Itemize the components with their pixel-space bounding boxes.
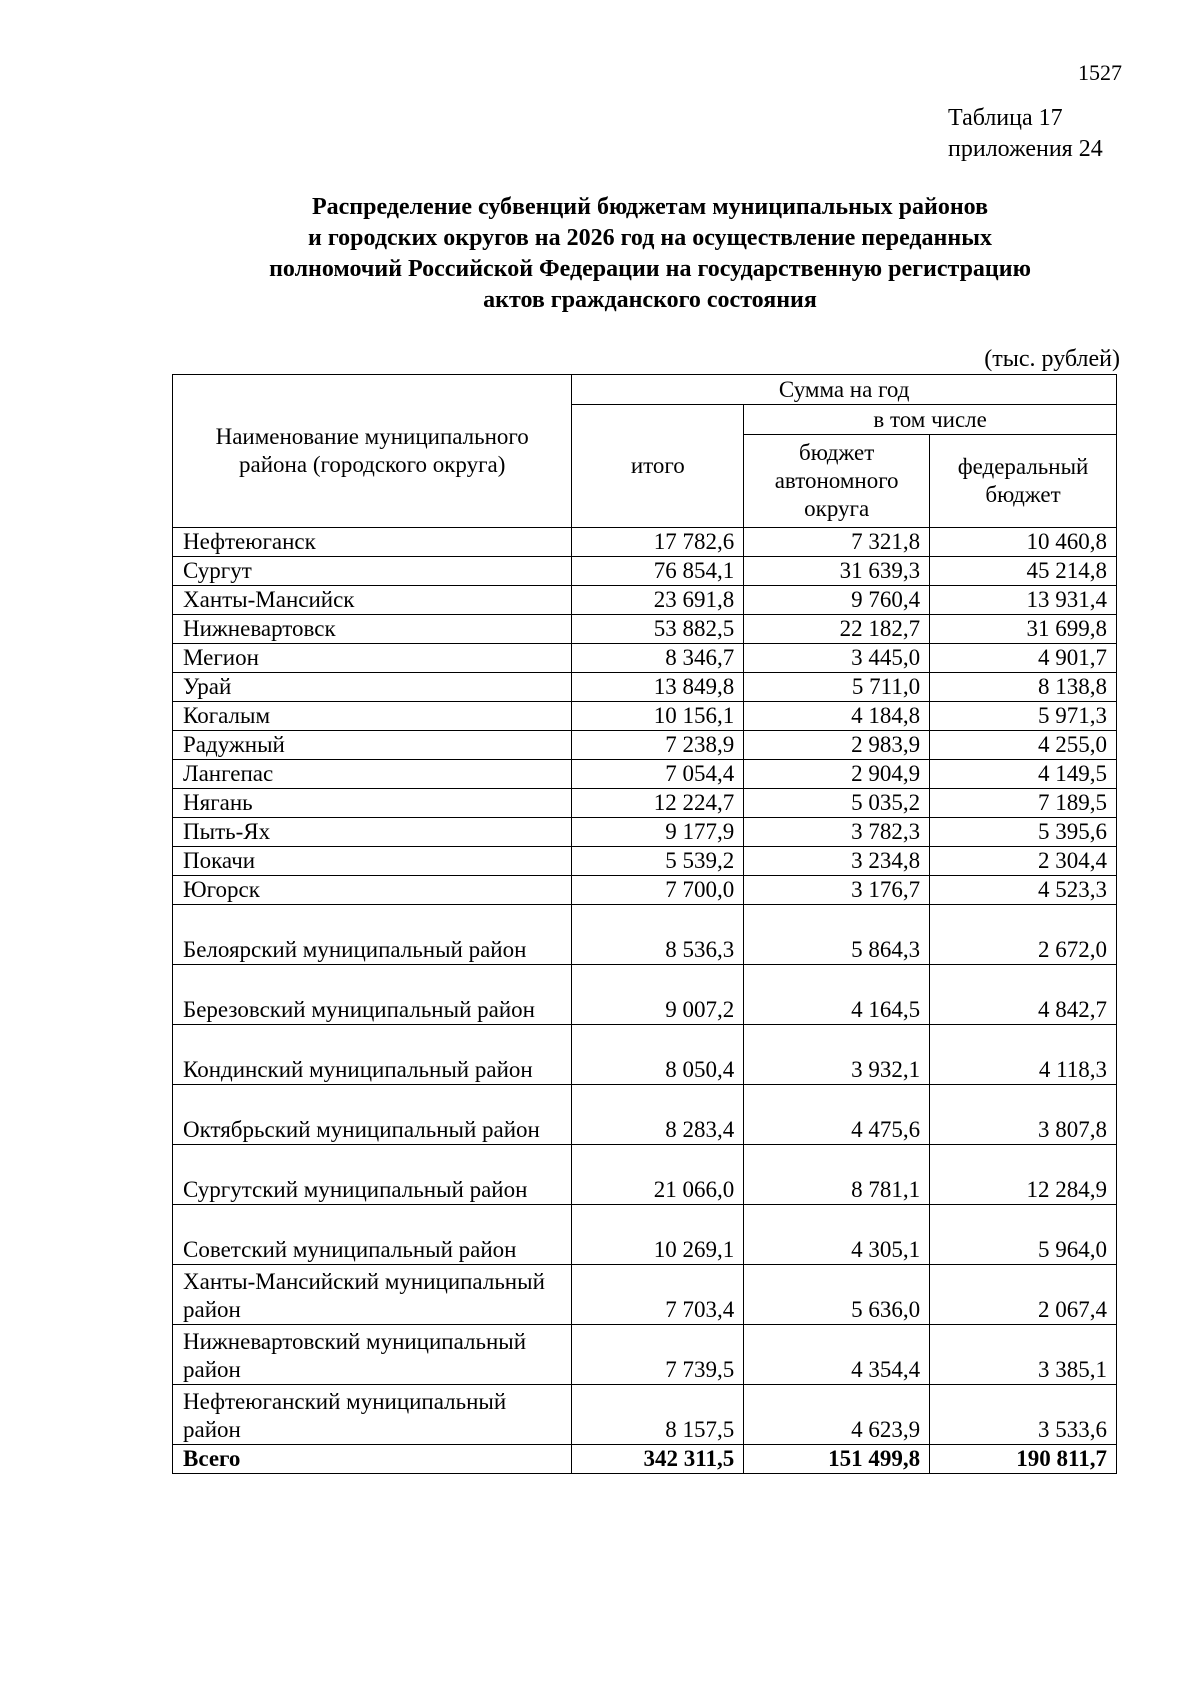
sum-autonomous: 4 164,5 bbox=[744, 965, 930, 1025]
table-row bbox=[173, 876, 1117, 905]
table-row bbox=[173, 673, 1117, 702]
header-total: итого bbox=[572, 405, 744, 528]
sum-federal: 8 138,8 bbox=[930, 673, 1117, 702]
sum-total: 8 283,4 bbox=[572, 1085, 744, 1145]
sum-federal: 45 214,8 bbox=[930, 557, 1117, 586]
sum-total: 5 539,2 bbox=[572, 847, 744, 876]
sum-autonomous: 31 639,3 bbox=[744, 557, 930, 586]
municipality-name: Советский муниципальный район bbox=[173, 1205, 572, 1265]
sum-total: 12 224,7 bbox=[572, 789, 744, 818]
sum-total: 8 346,7 bbox=[572, 644, 744, 673]
sum-federal: 2 672,0 bbox=[930, 905, 1117, 965]
table-row bbox=[173, 731, 1117, 760]
municipality-name: Октябрьский муниципальный район bbox=[173, 1085, 572, 1145]
table-reference-line: Таблица 17 bbox=[948, 105, 1063, 131]
sum-federal: 5 964,0 bbox=[930, 1205, 1117, 1265]
municipality-name: Сургут bbox=[173, 557, 572, 586]
table-body bbox=[173, 528, 1117, 1474]
sum-total: 9 007,2 bbox=[572, 965, 744, 1025]
total-sum: 342 311,5 bbox=[572, 1445, 744, 1474]
sum-autonomous: 8 781,1 bbox=[744, 1145, 930, 1205]
municipality-name: Пыть-Ях bbox=[173, 818, 572, 847]
sum-autonomous: 7 321,8 bbox=[744, 528, 930, 557]
sum-federal: 3 807,8 bbox=[930, 1085, 1117, 1145]
sum-federal: 2 067,4 bbox=[930, 1265, 1117, 1325]
sum-federal: 4 255,0 bbox=[930, 731, 1117, 760]
sum-total: 8 157,5 bbox=[572, 1385, 744, 1445]
table-row bbox=[173, 1145, 1117, 1205]
table-row bbox=[173, 789, 1117, 818]
document-title-line: Распределение субвенций бюджетам муниципальных районов bbox=[311, 194, 989, 220]
sum-autonomous: 2 904,9 bbox=[744, 760, 930, 789]
sum-federal: 5 971,3 bbox=[930, 702, 1117, 731]
municipality-name: Нефтеюганск bbox=[173, 528, 572, 557]
sum-total: 9 177,9 bbox=[572, 818, 744, 847]
sum-federal: 31 699,8 bbox=[930, 615, 1117, 644]
sum-total: 13 849,8 bbox=[572, 673, 744, 702]
table-row bbox=[173, 1325, 1117, 1385]
sum-total: 7 238,9 bbox=[572, 731, 744, 760]
table-row bbox=[173, 905, 1117, 965]
sum-federal: 4 149,5 bbox=[930, 760, 1117, 789]
municipality-name: Ханты-Мансийский муниципальный район bbox=[173, 1265, 572, 1325]
table-row bbox=[173, 1385, 1117, 1445]
header-federal-budget: федеральный бюджет bbox=[930, 435, 1117, 528]
table-reference bbox=[948, 103, 1103, 165]
header-including: в том числе bbox=[744, 405, 1117, 435]
units-note: (тыс. рублей) bbox=[984, 346, 1120, 372]
sum-total: 23 691,8 bbox=[572, 586, 744, 615]
sum-autonomous: 4 623,9 bbox=[744, 1385, 930, 1445]
sum-autonomous: 3 234,8 bbox=[744, 847, 930, 876]
subvention-table bbox=[172, 374, 1117, 1474]
table-row bbox=[173, 644, 1117, 673]
sum-autonomous: 4 475,6 bbox=[744, 1085, 930, 1145]
sum-autonomous: 2 983,9 bbox=[744, 731, 930, 760]
municipality-name: Березовский муниципальный район bbox=[173, 965, 572, 1025]
table-row bbox=[173, 528, 1117, 557]
municipality-name: Лангепас bbox=[173, 760, 572, 789]
sum-total: 7 703,4 bbox=[572, 1265, 744, 1325]
table-row bbox=[173, 557, 1117, 586]
municipality-name: Ханты-Мансийск bbox=[173, 586, 572, 615]
sum-federal: 7 189,5 bbox=[930, 789, 1117, 818]
document-title-line: полномочий Российской Федерации на государственную регистрацию bbox=[269, 256, 1031, 282]
municipality-name: Урай bbox=[173, 673, 572, 702]
sum-total: 10 156,1 bbox=[572, 702, 744, 731]
header-sum-per-year: Сумма на год bbox=[572, 375, 1117, 405]
table-reference-line: приложения 24 bbox=[948, 136, 1103, 162]
sum-autonomous: 5 711,0 bbox=[744, 673, 930, 702]
sum-total: 8 536,3 bbox=[572, 905, 744, 965]
municipality-name: Когалым bbox=[173, 702, 572, 731]
sum-autonomous: 3 932,1 bbox=[744, 1025, 930, 1085]
sum-autonomous: 3 782,3 bbox=[744, 818, 930, 847]
sum-autonomous: 3 176,7 bbox=[744, 876, 930, 905]
table-row bbox=[173, 1085, 1117, 1145]
sum-total: 7 700,0 bbox=[572, 876, 744, 905]
sum-total: 53 882,5 bbox=[572, 615, 744, 644]
sum-autonomous: 4 305,1 bbox=[744, 1205, 930, 1265]
municipality-name: Мегион bbox=[173, 644, 572, 673]
municipality-name: Радужный bbox=[173, 731, 572, 760]
municipality-name: Югорск bbox=[173, 876, 572, 905]
sum-federal: 5 395,6 bbox=[930, 818, 1117, 847]
sum-federal: 12 284,9 bbox=[930, 1145, 1117, 1205]
document-title-line: актов гражданского состояния bbox=[483, 287, 817, 313]
header-municipality: Наименование муниципального района (городского округа) bbox=[173, 375, 572, 528]
sum-total: 7 054,4 bbox=[572, 760, 744, 789]
sum-total: 76 854,1 bbox=[572, 557, 744, 586]
table-row bbox=[173, 615, 1117, 644]
sum-autonomous: 4 184,8 bbox=[744, 702, 930, 731]
sum-autonomous: 22 182,7 bbox=[744, 615, 930, 644]
page-number: 1527 bbox=[1078, 60, 1122, 85]
sum-federal: 13 931,4 bbox=[930, 586, 1117, 615]
sum-total: 10 269,1 bbox=[572, 1205, 744, 1265]
sum-federal: 4 842,7 bbox=[930, 965, 1117, 1025]
total-federal: 190 811,7 bbox=[930, 1445, 1117, 1474]
sum-total: 17 782,6 bbox=[572, 528, 744, 557]
table-row bbox=[173, 702, 1117, 731]
table-row bbox=[173, 818, 1117, 847]
table-row bbox=[173, 1265, 1117, 1325]
total-label: Всего bbox=[173, 1445, 572, 1474]
sum-autonomous: 5 636,0 bbox=[744, 1265, 930, 1325]
table-total-row bbox=[173, 1445, 1117, 1474]
municipality-name: Кондинский муниципальный район bbox=[173, 1025, 572, 1085]
municipality-name: Белоярский муниципальный район bbox=[173, 905, 572, 965]
table-row bbox=[173, 965, 1117, 1025]
municipality-name: Сургутский муниципальный район bbox=[173, 1145, 572, 1205]
sum-autonomous: 5 864,3 bbox=[744, 905, 930, 965]
municipality-name: Нефтеюганский муниципальный район bbox=[173, 1385, 572, 1445]
table-row bbox=[173, 1025, 1117, 1085]
municipality-name: Нягань bbox=[173, 789, 572, 818]
total-autonomous: 151 499,8 bbox=[744, 1445, 930, 1474]
sum-federal: 4 523,3 bbox=[930, 876, 1117, 905]
header-autonomous-budget: бюджет автономного округа bbox=[744, 435, 930, 528]
sum-total: 21 066,0 bbox=[572, 1145, 744, 1205]
sum-federal: 3 385,1 bbox=[930, 1325, 1117, 1385]
sum-federal: 4 118,3 bbox=[930, 1025, 1117, 1085]
table-row bbox=[173, 760, 1117, 789]
sum-autonomous: 3 445,0 bbox=[744, 644, 930, 673]
table-row bbox=[173, 586, 1117, 615]
sum-federal: 2 304,4 bbox=[930, 847, 1117, 876]
document-title bbox=[120, 192, 1180, 316]
municipality-name: Нижневартовский муниципальный район bbox=[173, 1325, 572, 1385]
sum-autonomous: 5 035,2 bbox=[744, 789, 930, 818]
municipality-name: Покачи bbox=[173, 847, 572, 876]
sum-autonomous: 9 760,4 bbox=[744, 586, 930, 615]
municipality-name: Нижневартовск bbox=[173, 615, 572, 644]
table-row bbox=[173, 1205, 1117, 1265]
sum-total: 7 739,5 bbox=[572, 1325, 744, 1385]
sum-federal: 10 460,8 bbox=[930, 528, 1117, 557]
table-row bbox=[173, 847, 1117, 876]
sum-federal: 3 533,6 bbox=[930, 1385, 1117, 1445]
sum-federal: 4 901,7 bbox=[930, 644, 1117, 673]
sum-autonomous: 4 354,4 bbox=[744, 1325, 930, 1385]
document-title-line: и городских округов на 2026 год на осуществление переданных bbox=[308, 225, 992, 251]
sum-total: 8 050,4 bbox=[572, 1025, 744, 1085]
